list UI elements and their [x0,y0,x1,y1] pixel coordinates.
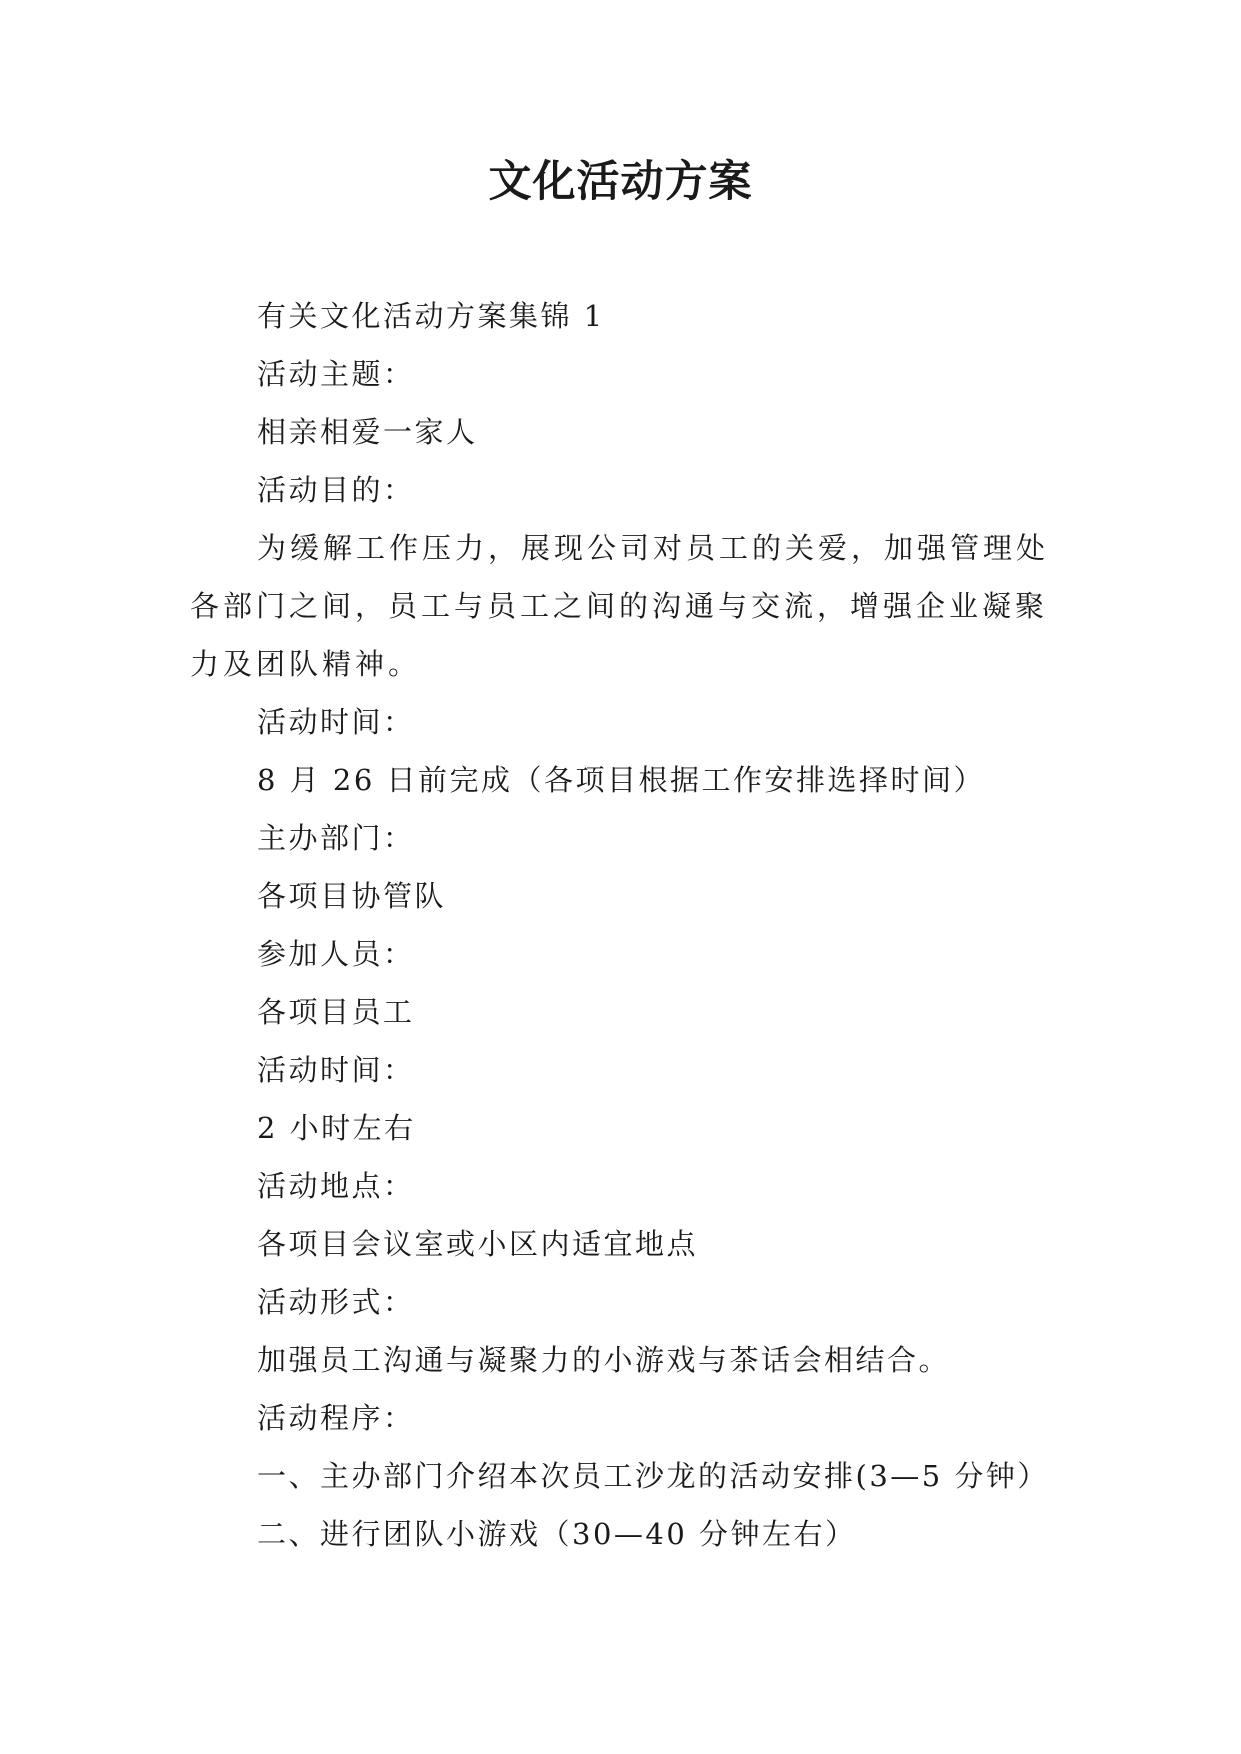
paragraph-organizer-value: 各项目协管队 [257,879,447,913]
paragraph-participants-value: 各项目员工 [257,995,415,1029]
paragraph-format-label: 活动形式： [257,1285,415,1319]
paragraph-duration-label: 活动时间： [257,1053,415,1087]
paragraph-collection-heading: 有关文化活动方案集锦 1 [257,299,605,333]
paragraph-procedure-step-1: 一、主办部门介绍本次员工沙龙的活动安排(3—5 分钟） [257,1459,1049,1493]
paragraph-format-value: 加强员工沟通与凝聚力的小游戏与茶话会相结合。 [257,1343,951,1377]
paragraph-purpose-label: 活动目的： [257,473,415,507]
document-title: 文化活动方案 [488,157,753,207]
document-body [190,287,1050,1563]
paragraph-time-label: 活动时间： [257,705,415,739]
paragraph-location-label: 活动地点： [257,1169,415,1203]
paragraph-time-value: 8 月 26 日前完成（各项目根据工作安排选择时间） [257,763,986,797]
paragraph-purpose-value: 为缓解工作压力，展现公司对员工的关爱，加强管理处各部门之间，员工与员工之间的沟通与交流，增强企业凝聚力及团队精神。 [190,531,1050,681]
paragraph-theme-label: 活动主题： [257,357,415,391]
paragraph-location-value: 各项目会议室或小区内适宜地点 [257,1227,699,1261]
paragraph-organizer-label: 主办部门： [257,821,415,855]
paragraph-duration-value: 2 小时左右 [257,1111,416,1145]
paragraph-theme-value: 相亲相爱一家人 [257,415,478,449]
paragraph-participants-label: 参加人员： [257,937,415,971]
paragraph-procedure-label: 活动程序： [257,1401,415,1435]
paragraph-procedure-step-2: 二、进行团队小游戏（30—40 分钟左右） [257,1517,857,1551]
